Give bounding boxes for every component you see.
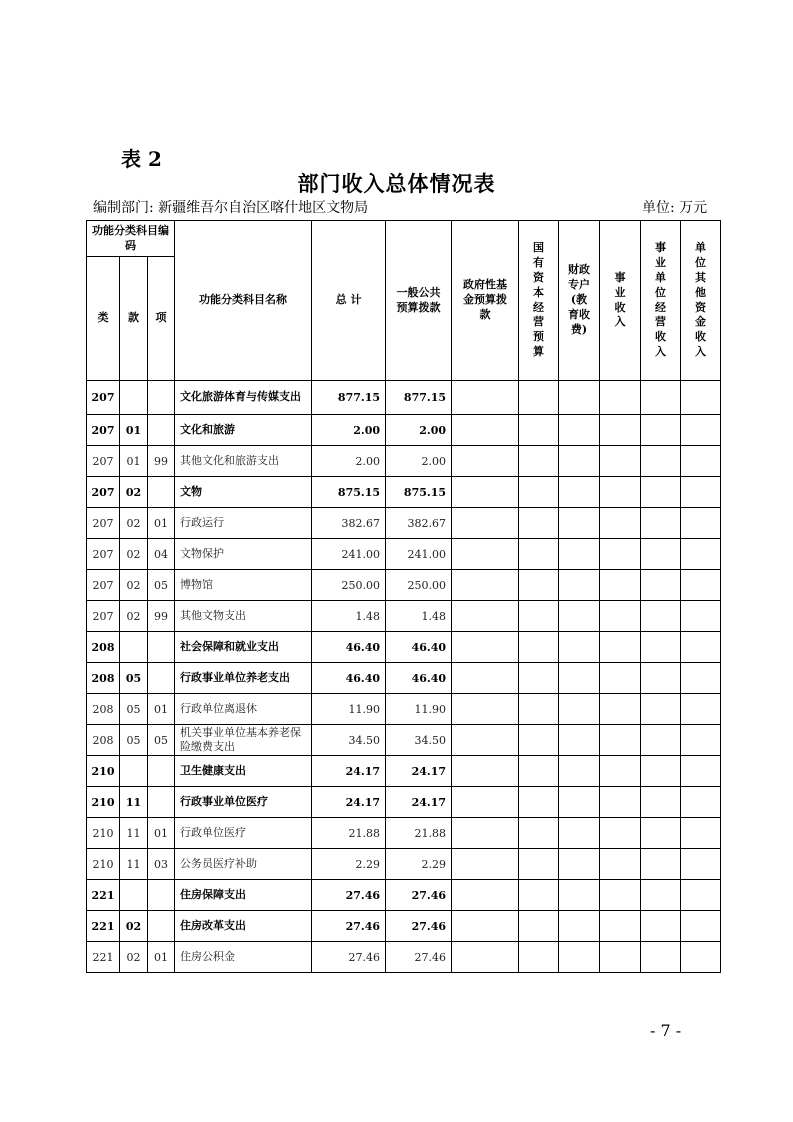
cell-unit-operating	[641, 787, 681, 818]
cell-unit-operating	[641, 911, 681, 942]
cell-state-capital	[519, 508, 559, 539]
cell-kuan	[120, 880, 148, 911]
cell-xiang: 04	[148, 539, 175, 570]
unit-label: 单位: 万元	[642, 200, 708, 216]
cell-other-funds	[681, 694, 721, 725]
cell-business-income	[600, 539, 641, 570]
cell-kuan: 05	[120, 725, 148, 756]
cell-fund	[452, 725, 519, 756]
cell-fund	[452, 849, 519, 880]
cell-general: 24.17	[386, 756, 452, 787]
cell-unit-operating	[641, 508, 681, 539]
cell-fiscal-special	[559, 880, 600, 911]
cell-other-funds	[681, 477, 721, 508]
cell-total: 2.29	[312, 849, 386, 880]
cell-total: 382.67	[312, 508, 386, 539]
cell-fiscal-special	[559, 694, 600, 725]
cell-other-funds	[681, 663, 721, 694]
cell-total: 11.90	[312, 694, 386, 725]
cell-xiang: 01	[148, 694, 175, 725]
cell-fiscal-special	[559, 446, 600, 477]
cell-kuan: 11	[120, 787, 148, 818]
cell-fund	[452, 477, 519, 508]
cell-business-income	[600, 663, 641, 694]
cell-fiscal-special	[559, 477, 600, 508]
cell-lei: 221	[87, 911, 120, 942]
cell-lei: 207	[87, 446, 120, 477]
header-unit-operating-text: 事业单位经营收入	[655, 241, 667, 359]
table-row	[87, 601, 721, 632]
cell-name: 行政单位离退休	[175, 694, 312, 725]
cell-lei: 207	[87, 477, 120, 508]
cell-name: 行政单位医疗	[175, 818, 312, 849]
header-code-group: 功能分类科目编码	[87, 221, 175, 257]
cell-state-capital	[519, 818, 559, 849]
cell-xiang: 05	[148, 725, 175, 756]
cell-fiscal-special	[559, 632, 600, 663]
cell-unit-operating	[641, 381, 681, 415]
cell-fiscal-special	[559, 570, 600, 601]
cell-general: 2.29	[386, 849, 452, 880]
cell-name: 社会保障和就业支出	[175, 632, 312, 663]
cell-xiang	[148, 477, 175, 508]
cell-general: 46.40	[386, 663, 452, 694]
cell-total: 2.00	[312, 415, 386, 446]
cell-fiscal-special	[559, 787, 600, 818]
cell-kuan: 02	[120, 911, 148, 942]
cell-kuan: 02	[120, 570, 148, 601]
cell-other-funds	[681, 880, 721, 911]
cell-lei: 210	[87, 818, 120, 849]
cell-fiscal-special	[559, 849, 600, 880]
cell-xiang: 05	[148, 570, 175, 601]
cell-unit-operating	[641, 756, 681, 787]
cell-general: 875.15	[386, 477, 452, 508]
cell-business-income	[600, 601, 641, 632]
cell-state-capital	[519, 570, 559, 601]
cell-name: 博物馆	[175, 570, 312, 601]
cell-total: 27.46	[312, 911, 386, 942]
cell-fund	[452, 880, 519, 911]
cell-name: 文化和旅游	[175, 415, 312, 446]
cell-fund	[452, 694, 519, 725]
cell-unit-operating	[641, 570, 681, 601]
cell-total: 875.15	[312, 477, 386, 508]
cell-unit-operating	[641, 539, 681, 570]
cell-xiang	[148, 880, 175, 911]
cell-lei: 208	[87, 663, 120, 694]
cell-name: 文物保护	[175, 539, 312, 570]
cell-kuan: 05	[120, 694, 148, 725]
cell-general: 27.46	[386, 880, 452, 911]
cell-state-capital	[519, 911, 559, 942]
header-state-capital	[519, 221, 559, 381]
cell-xiang: 99	[148, 601, 175, 632]
compiling-unit-name: 新疆维吾尔自治区喀什地区文物局	[158, 200, 369, 216]
cell-kuan: 02	[120, 601, 148, 632]
compiling-unit-prefix: 编制部门:	[93, 200, 159, 216]
table-row	[87, 942, 721, 973]
cell-unit-operating	[641, 880, 681, 911]
cell-total: 2.00	[312, 446, 386, 477]
cell-lei: 210	[87, 849, 120, 880]
cell-other-funds	[681, 570, 721, 601]
cell-business-income	[600, 756, 641, 787]
cell-unit-operating	[641, 725, 681, 756]
cell-general: 2.00	[386, 415, 452, 446]
cell-total: 1.48	[312, 601, 386, 632]
cell-lei: 208	[87, 725, 120, 756]
cell-other-funds	[681, 787, 721, 818]
cell-general: 21.88	[386, 818, 452, 849]
cell-unit-operating	[641, 601, 681, 632]
header-business-income-text: 事业收入	[614, 270, 626, 329]
cell-name: 公务员医疗补助	[175, 849, 312, 880]
cell-name: 行政事业单位养老支出	[175, 663, 312, 694]
cell-total: 241.00	[312, 539, 386, 570]
cell-business-income	[600, 849, 641, 880]
cell-total: 34.50	[312, 725, 386, 756]
cell-lei: 207	[87, 508, 120, 539]
cell-fund	[452, 601, 519, 632]
cell-general: 27.46	[386, 942, 452, 973]
cell-unit-operating	[641, 818, 681, 849]
header-fund: 政府性基金预算拨款	[452, 221, 519, 381]
table-label: 表 2	[121, 147, 162, 171]
cell-general: 11.90	[386, 694, 452, 725]
page-number: - 7 -	[650, 1021, 682, 1040]
cell-state-capital	[519, 942, 559, 973]
table-row	[87, 508, 721, 539]
cell-total: 21.88	[312, 818, 386, 849]
header-xiang: 项	[148, 257, 175, 381]
cell-general: 241.00	[386, 539, 452, 570]
cell-xiang	[148, 911, 175, 942]
cell-lei: 221	[87, 880, 120, 911]
header-business-income	[600, 221, 641, 381]
cell-kuan: 01	[120, 415, 148, 446]
cell-state-capital	[519, 725, 559, 756]
table-row	[87, 415, 721, 446]
table-row	[87, 787, 721, 818]
cell-business-income	[600, 880, 641, 911]
cell-name: 卫生健康支出	[175, 756, 312, 787]
cell-unit-operating	[641, 694, 681, 725]
cell-general: 34.50	[386, 725, 452, 756]
cell-kuan	[120, 381, 148, 415]
cell-state-capital	[519, 446, 559, 477]
cell-name: 行政运行	[175, 508, 312, 539]
cell-xiang: 01	[148, 942, 175, 973]
cell-general: 46.40	[386, 632, 452, 663]
cell-lei: 207	[87, 539, 120, 570]
cell-business-income	[600, 694, 641, 725]
cell-other-funds	[681, 381, 721, 415]
cell-kuan	[120, 756, 148, 787]
cell-name: 机关事业单位基本养老保险缴费支出	[175, 725, 312, 756]
table-row	[87, 756, 721, 787]
header-state-capital-text: 国有资本经营预算	[533, 241, 545, 359]
cell-business-income	[600, 787, 641, 818]
cell-business-income	[600, 911, 641, 942]
cell-fund	[452, 381, 519, 415]
header-general: 一般公共预算拨款	[386, 221, 452, 381]
cell-other-funds	[681, 601, 721, 632]
cell-business-income	[600, 818, 641, 849]
cell-general: 877.15	[386, 381, 452, 415]
cell-fund	[452, 787, 519, 818]
cell-fund	[452, 446, 519, 477]
cell-lei: 208	[87, 632, 120, 663]
cell-general: 250.00	[386, 570, 452, 601]
table-row	[87, 818, 721, 849]
cell-state-capital	[519, 663, 559, 694]
cell-unit-operating	[641, 477, 681, 508]
compiling-unit	[93, 197, 368, 217]
cell-other-funds	[681, 508, 721, 539]
cell-business-income	[600, 415, 641, 446]
cell-other-funds	[681, 539, 721, 570]
cell-business-income	[600, 632, 641, 663]
cell-fund	[452, 663, 519, 694]
cell-other-funds	[681, 446, 721, 477]
cell-unit-operating	[641, 663, 681, 694]
cell-fund	[452, 539, 519, 570]
cell-other-funds	[681, 849, 721, 880]
cell-lei: 210	[87, 756, 120, 787]
cell-name: 行政事业单位医疗	[175, 787, 312, 818]
cell-lei: 207	[87, 381, 120, 415]
cell-kuan: 02	[120, 477, 148, 508]
income-table	[86, 220, 721, 973]
table-row	[87, 849, 721, 880]
cell-unit-operating	[641, 942, 681, 973]
cell-fiscal-special	[559, 508, 600, 539]
page-title: 部门收入总体情况表	[297, 171, 496, 196]
cell-general: 24.17	[386, 787, 452, 818]
cell-xiang	[148, 632, 175, 663]
cell-business-income	[600, 570, 641, 601]
cell-business-income	[600, 446, 641, 477]
cell-fund	[452, 942, 519, 973]
cell-fund	[452, 508, 519, 539]
cell-kuan: 02	[120, 539, 148, 570]
cell-xiang	[148, 756, 175, 787]
cell-xiang: 99	[148, 446, 175, 477]
cell-fiscal-special	[559, 911, 600, 942]
cell-fiscal-special	[559, 381, 600, 415]
cell-lei: 208	[87, 694, 120, 725]
cell-kuan	[120, 632, 148, 663]
cell-name: 文化旅游体育与传媒支出	[175, 381, 312, 415]
cell-lei: 207	[87, 415, 120, 446]
cell-other-funds	[681, 818, 721, 849]
cell-name: 文物	[175, 477, 312, 508]
header-name: 功能分类科目名称	[175, 221, 312, 381]
cell-business-income	[600, 381, 641, 415]
table-row	[87, 446, 721, 477]
cell-kuan: 05	[120, 663, 148, 694]
table-row	[87, 911, 721, 942]
cell-total: 24.17	[312, 787, 386, 818]
cell-name: 其他文物支出	[175, 601, 312, 632]
cell-kuan: 11	[120, 849, 148, 880]
cell-lei: 207	[87, 570, 120, 601]
cell-unit-operating	[641, 446, 681, 477]
cell-fund	[452, 632, 519, 663]
cell-state-capital	[519, 477, 559, 508]
cell-general: 27.46	[386, 911, 452, 942]
cell-xiang	[148, 415, 175, 446]
header-other-funds-text: 单位其他资金收入	[695, 241, 707, 359]
cell-business-income	[600, 508, 641, 539]
cell-fiscal-special	[559, 663, 600, 694]
cell-name: 其他文化和旅游支出	[175, 446, 312, 477]
cell-business-income	[600, 942, 641, 973]
cell-total: 24.17	[312, 756, 386, 787]
cell-name: 住房公积金	[175, 942, 312, 973]
cell-fiscal-special	[559, 725, 600, 756]
cell-state-capital	[519, 694, 559, 725]
cell-fiscal-special	[559, 415, 600, 446]
cell-other-funds	[681, 911, 721, 942]
cell-state-capital	[519, 415, 559, 446]
cell-kuan: 11	[120, 818, 148, 849]
table-body	[87, 381, 721, 973]
cell-state-capital	[519, 632, 559, 663]
cell-general: 1.48	[386, 601, 452, 632]
cell-total: 877.15	[312, 381, 386, 415]
table-row	[87, 632, 721, 663]
cell-unit-operating	[641, 415, 681, 446]
cell-kuan: 02	[120, 508, 148, 539]
cell-general: 382.67	[386, 508, 452, 539]
cell-other-funds	[681, 942, 721, 973]
cell-xiang: 01	[148, 818, 175, 849]
cell-total: 27.46	[312, 880, 386, 911]
cell-business-income	[600, 725, 641, 756]
table-row	[87, 381, 721, 415]
cell-state-capital	[519, 787, 559, 818]
cell-fund	[452, 818, 519, 849]
cell-fiscal-special	[559, 539, 600, 570]
cell-total: 46.40	[312, 663, 386, 694]
cell-state-capital	[519, 880, 559, 911]
cell-xiang	[148, 663, 175, 694]
header-total: 总 计	[312, 221, 386, 381]
cell-total: 27.46	[312, 942, 386, 973]
cell-state-capital	[519, 601, 559, 632]
table-row	[87, 694, 721, 725]
cell-fiscal-special	[559, 942, 600, 973]
cell-other-funds	[681, 415, 721, 446]
cell-total: 250.00	[312, 570, 386, 601]
table-row	[87, 477, 721, 508]
table-header	[87, 221, 721, 381]
cell-name: 住房改革支出	[175, 911, 312, 942]
table-row	[87, 880, 721, 911]
table-row	[87, 663, 721, 694]
cell-fund	[452, 415, 519, 446]
cell-other-funds	[681, 725, 721, 756]
cell-state-capital	[519, 539, 559, 570]
cell-fiscal-special	[559, 818, 600, 849]
header-other-funds	[681, 221, 721, 381]
cell-fund	[452, 911, 519, 942]
cell-state-capital	[519, 756, 559, 787]
table-row	[87, 570, 721, 601]
header-fiscal-special	[559, 221, 600, 381]
cell-other-funds	[681, 632, 721, 663]
cell-total: 46.40	[312, 632, 386, 663]
header-fiscal-special-text: 财政专户(教育收费)	[568, 263, 591, 336]
cell-xiang	[148, 381, 175, 415]
cell-general: 2.00	[386, 446, 452, 477]
cell-fiscal-special	[559, 756, 600, 787]
header-lei: 类	[87, 257, 120, 381]
table-row	[87, 725, 721, 756]
cell-fund	[452, 570, 519, 601]
cell-name: 住房保障支出	[175, 880, 312, 911]
cell-lei: 207	[87, 601, 120, 632]
cell-state-capital	[519, 381, 559, 415]
cell-unit-operating	[641, 632, 681, 663]
cell-kuan: 01	[120, 446, 148, 477]
cell-xiang: 01	[148, 508, 175, 539]
cell-lei: 210	[87, 787, 120, 818]
header-kuan: 款	[120, 257, 148, 381]
cell-business-income	[600, 477, 641, 508]
cell-xiang: 03	[148, 849, 175, 880]
header-unit-operating	[641, 221, 681, 381]
cell-lei: 221	[87, 942, 120, 973]
table-row	[87, 539, 721, 570]
cell-unit-operating	[641, 849, 681, 880]
cell-fund	[452, 756, 519, 787]
cell-other-funds	[681, 756, 721, 787]
cell-xiang	[148, 787, 175, 818]
cell-state-capital	[519, 849, 559, 880]
cell-fiscal-special	[559, 601, 600, 632]
cell-kuan: 02	[120, 942, 148, 973]
